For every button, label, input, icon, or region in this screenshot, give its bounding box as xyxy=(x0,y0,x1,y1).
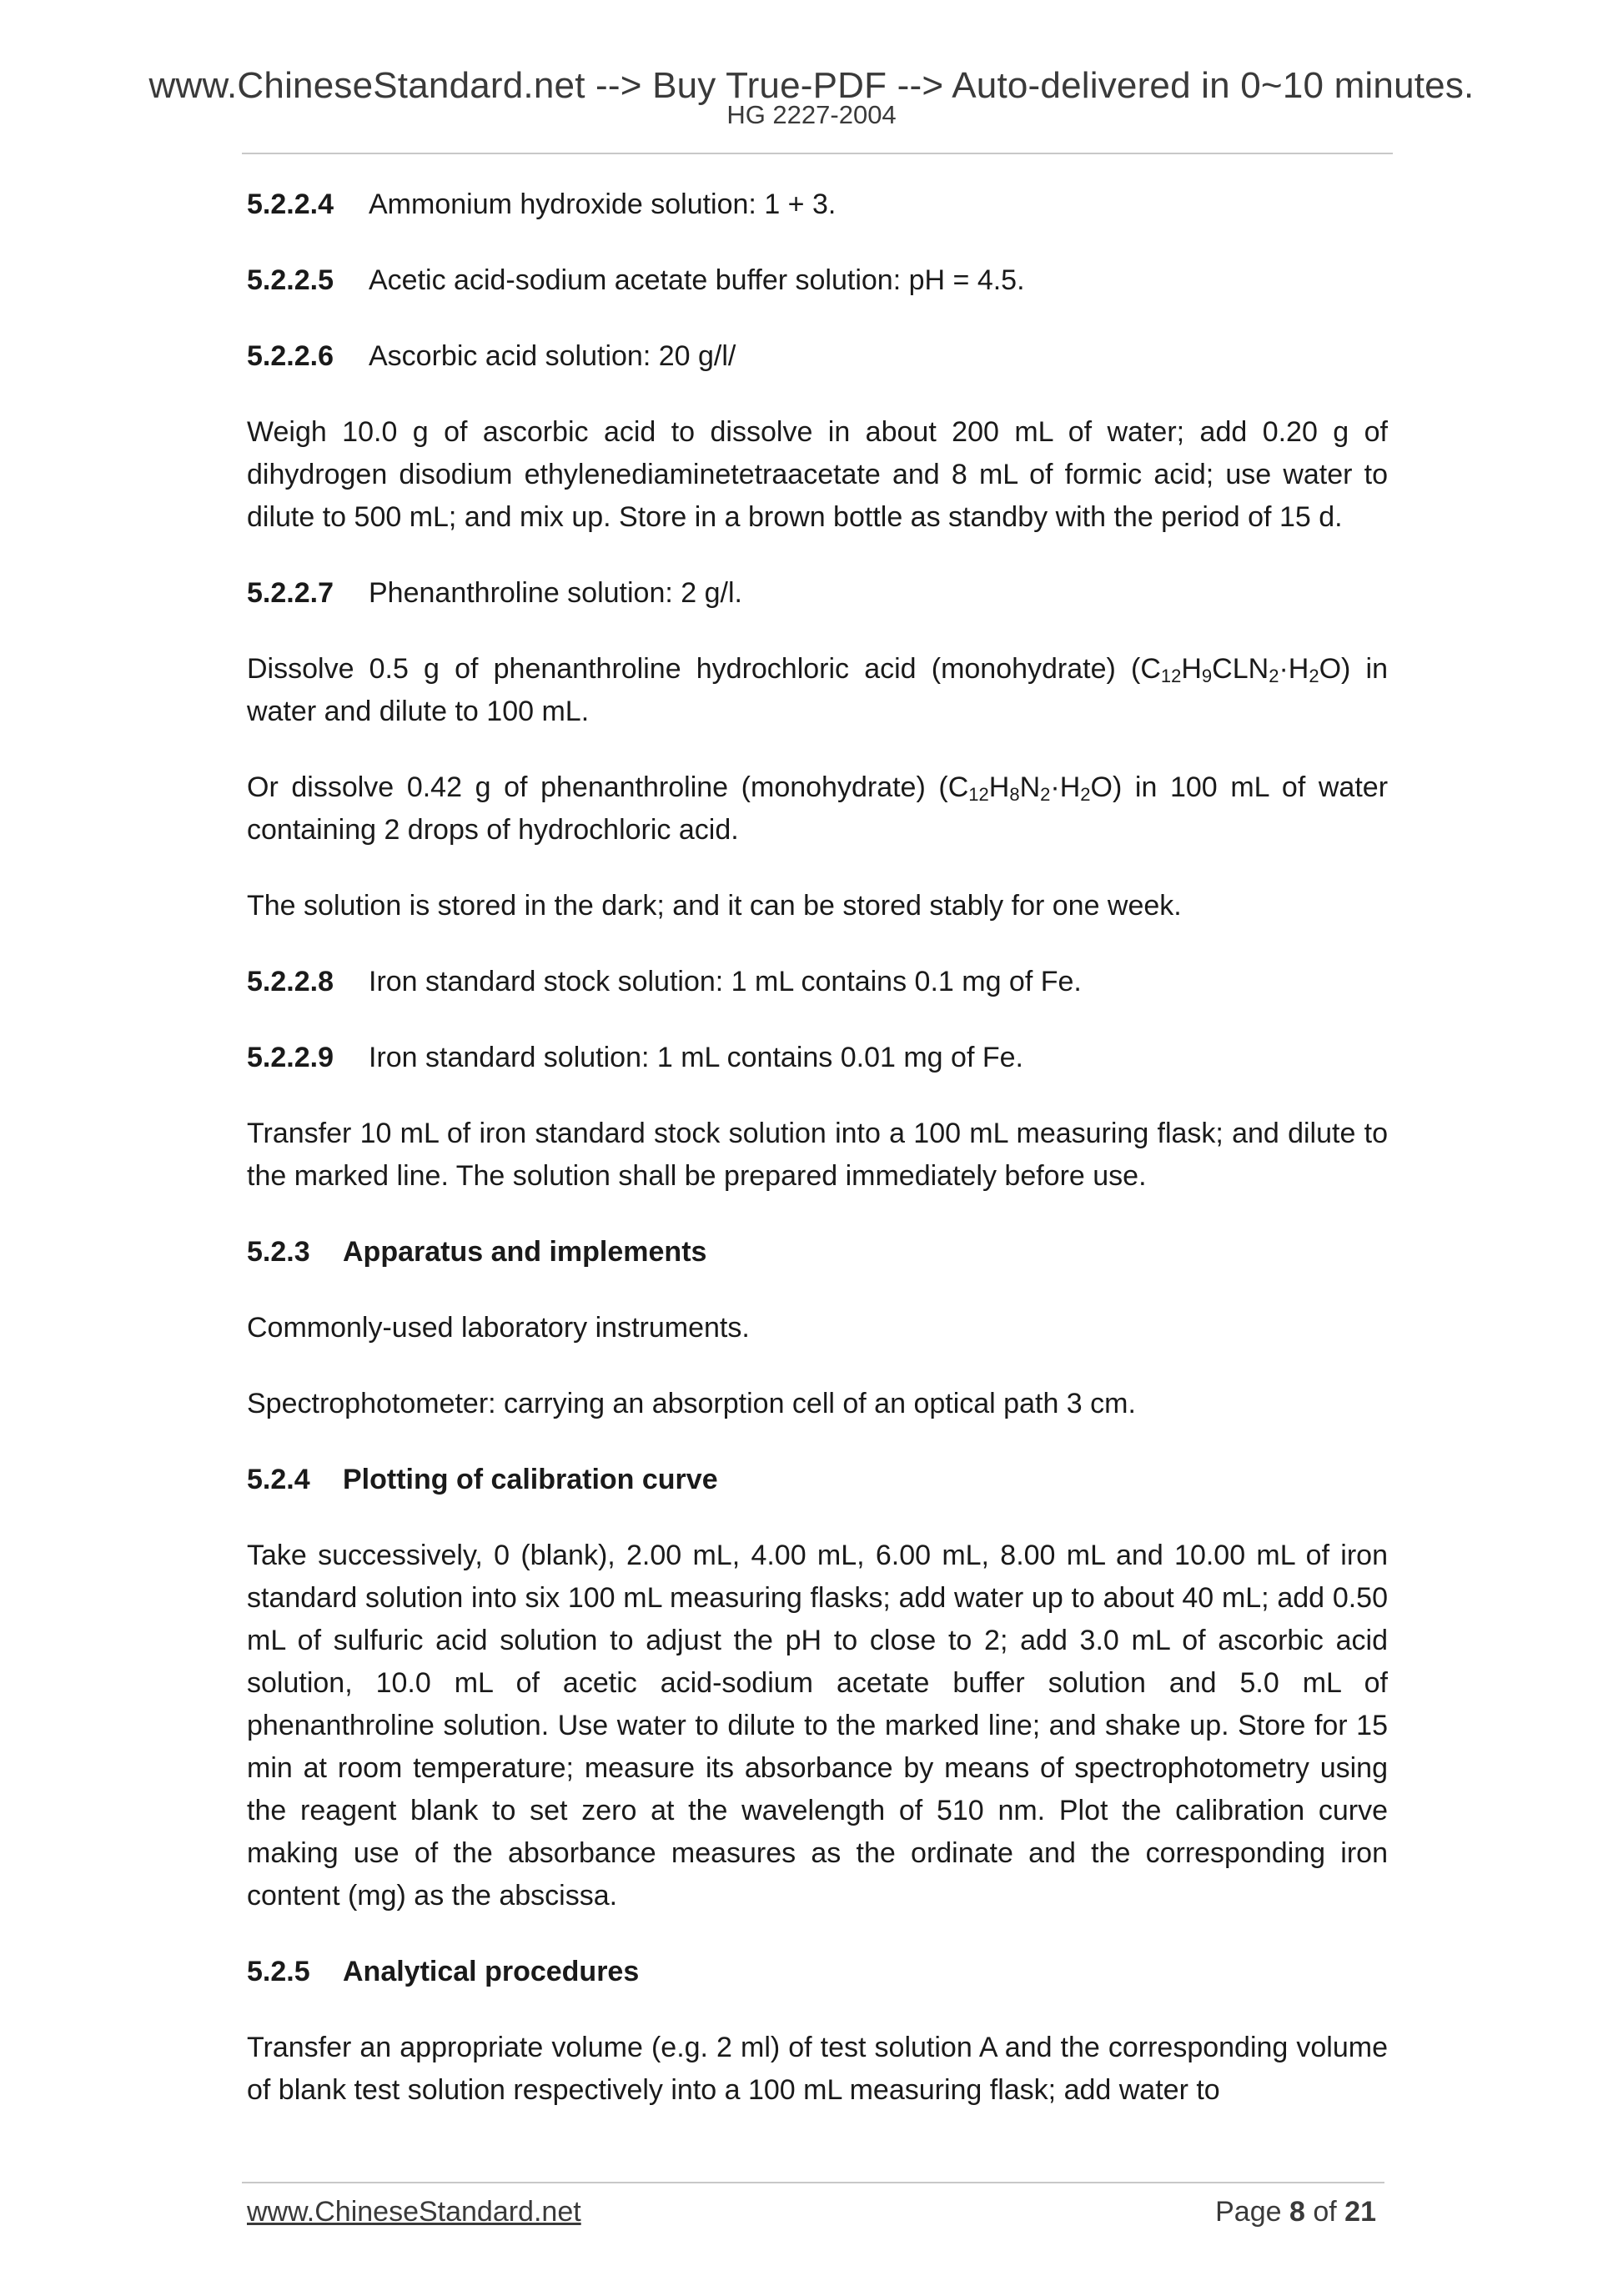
subscript: 2 xyxy=(1080,784,1091,805)
paragraph-spectrophotometer: Spectrophotometer: carrying an absorption cell of an optical path 3 cm. xyxy=(247,1388,1136,1419)
subscript: 2 xyxy=(1269,666,1279,686)
clause-title: Iron standard stock solution: 1 mL contains 0.1 mg of Fe. xyxy=(369,966,1082,997)
clause-5-2-2-5 xyxy=(247,259,1388,302)
clause-number: 5.2.2.4 xyxy=(247,188,334,220)
text-run: Dissolve 0.5 g of phenanthroline hydrochloric acid (monohydrate) (C xyxy=(247,653,1161,685)
footer-site-link[interactable]: www.ChineseStandard.net xyxy=(247,2196,581,2228)
text-run: O) in water and dilute to 100 mL. xyxy=(247,653,1388,727)
page-of: of xyxy=(1313,2196,1337,2228)
text-run: N xyxy=(1019,771,1041,803)
clause-5-2-3 xyxy=(247,1231,1388,1274)
paragraph-ascorbic-preparation: Weigh 10.0 g of ascorbic acid to dissolve in about 200 mL of water; add 0.20 g of dihydrogen disodium ethylenediaminetetraacetate and 8 mL of formic acid; use water to dilute to 500 mL; and mix up. Store in a brown bottle as standby with the period of 15 d. xyxy=(247,416,1388,533)
clause-5-2-4 xyxy=(247,1459,1388,1501)
text-run: ·H xyxy=(1279,653,1309,685)
subscript: 9 xyxy=(1201,666,1213,686)
clause-5-2-5 xyxy=(247,1951,1388,1993)
text-run: H xyxy=(1181,653,1202,685)
clause-5-2-2-8 xyxy=(247,961,1388,1003)
paragraph-calibration-procedure: Take successively, 0 (blank), 2.00 mL, 4.00 mL, 6.00 mL, 8.00 mL and 10.00 mL of iron standard solution into six 100 mL measuring flasks; add water up to about 40 mL; add 0.50 mL of sulfuric acid solution to adjust the pH to close to 2; add 3.0 mL of ascorbic acid solution, 10.0 mL of acetic acid-sodium acetate buffer solution and 5.0 mL of phenanthroline solution. Use water to dilute to the marked line; and shake up. Store for 15 min at room temperature; measure its absorbance by means of spectrophotometry using the reagent blank to set zero at the wavelength of 510 nm. Plot the calibration curve making use of the absorbance measures as the ordinate and the corresponding iron content (mg) as the abscissa. xyxy=(247,1540,1388,1912)
standard-number: HG 2227-2004 xyxy=(726,100,897,129)
paragraph-instruments: Commonly-used laboratory instruments. xyxy=(247,1312,750,1344)
subscript: 2 xyxy=(1040,784,1051,805)
page-current: 8 xyxy=(1289,2196,1305,2228)
paragraph-phenanthroline-alt xyxy=(247,766,1388,852)
subscript: 2 xyxy=(1309,666,1319,686)
text-run: Or dissolve 0.42 g of phenanthroline (monohydrate) (C xyxy=(247,771,969,803)
page-indicator xyxy=(1215,2196,1376,2228)
paragraph-iron-standard-transfer: Transfer 10 mL of iron standard stock solution into a 100 mL measuring flask; and dilute to the marked line. The solution shall be prepared immediately before use. xyxy=(247,1118,1388,1192)
text-run: CLN xyxy=(1212,653,1269,685)
clause-title: Phenanthroline solution: 2 g/l. xyxy=(369,577,742,609)
footer-divider xyxy=(242,2182,1384,2183)
clause-number: 5.2.4 xyxy=(247,1464,310,1495)
clause-number: 5.2.2.5 xyxy=(247,264,334,296)
clause-title: Ascorbic acid solution: 20 g/l/ xyxy=(369,340,736,372)
subscript: 12 xyxy=(1160,666,1182,686)
clause-5-2-2-9 xyxy=(247,1037,1388,1079)
document-body xyxy=(247,183,1388,2145)
clause-title: Acetic acid-sodium acetate buffer solution: pH = 4.5. xyxy=(369,264,1025,296)
clause-number: 5.2.2.9 xyxy=(247,1042,334,1073)
text-run: O) in 100 mL of water containing 2 drops of hydrochloric acid. xyxy=(247,771,1389,846)
clause-5-2-2-6 xyxy=(247,335,1388,378)
clause-number: 5.2.2.7 xyxy=(247,577,334,609)
page-total: 21 xyxy=(1344,2196,1376,2228)
page-label: Page xyxy=(1215,2196,1282,2228)
paragraph-analytical-procedure: Transfer an appropriate volume (e.g. 2 ml) of test solution A and the corresponding volume of blank test solution respectively into a 100 mL measuring flask; add water to xyxy=(247,2032,1388,2106)
text-run: ·H xyxy=(1050,771,1081,803)
text-run: H xyxy=(988,771,1010,803)
header-divider xyxy=(242,153,1393,154)
section-heading: Apparatus and implements xyxy=(343,1236,707,1268)
clause-number: 5.2.5 xyxy=(247,1956,310,1987)
clause-number: 5.2.2.8 xyxy=(247,966,334,997)
subscript: 8 xyxy=(1009,784,1020,805)
paragraph-phenanthroline-hcl xyxy=(247,648,1388,733)
section-heading: Plotting of calibration curve xyxy=(343,1464,718,1495)
clause-number: 5.2.2.6 xyxy=(247,340,334,372)
clause-number: 5.2.3 xyxy=(247,1236,310,1268)
section-heading: Analytical procedures xyxy=(343,1956,640,1987)
clause-5-2-2-4 xyxy=(247,183,1388,226)
subscript: 12 xyxy=(968,784,989,805)
site-banner: www.ChineseStandard.net --> Buy True-PDF --> Auto-delivered in 0~10 minutes. xyxy=(148,65,1475,106)
clause-title: Ammonium hydroxide solution: 1 + 3. xyxy=(369,188,837,220)
paragraph-storage: The solution is stored in the dark; and it can be stored stably for one week. xyxy=(247,890,1182,922)
clause-title: Iron standard solution: 1 mL contains 0.01 mg of Fe. xyxy=(369,1042,1023,1073)
clause-5-2-2-7 xyxy=(247,572,1388,615)
